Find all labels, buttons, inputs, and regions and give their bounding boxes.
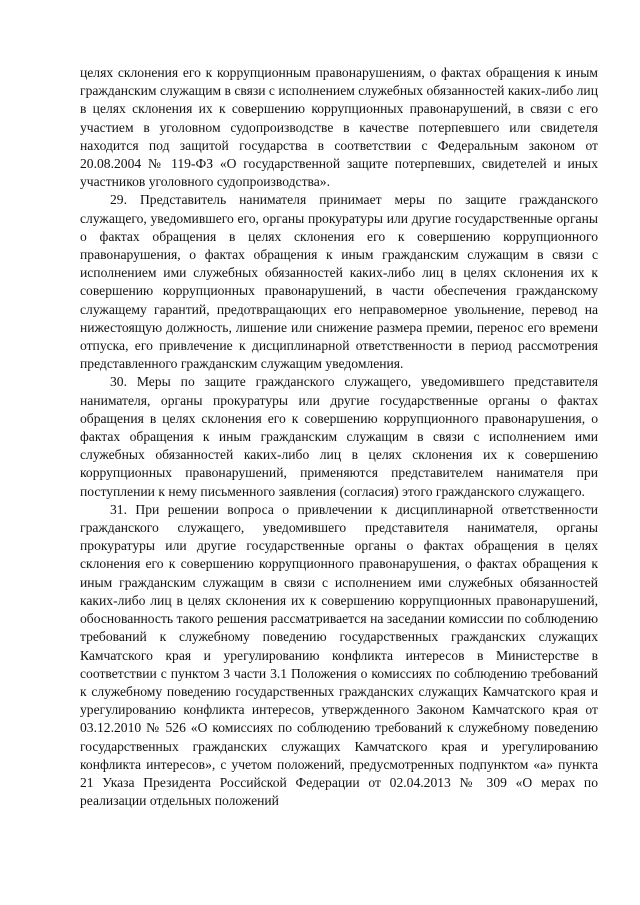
paragraph-30: 30. Меры по защите гражданского служащего, уведомившего представителя нанимателя, органы прокуратуры или другие государственные органы о фактах обращения в целях склонения его к совершению коррупционного правонарушения, о фактах обращения к иным гражданским служащим в связи с исполнением ими служебных обязанностей каких-либо лиц в целях склонения их к совершению коррупционных правонарушений, применяются представителем нанимателя при поступлении к нему письменного заявления (согласия) этого гражданского служащего. — [80, 374, 598, 499]
paragraph-29: 29. Представитель нанимателя принимает меры по защите гражданского служащего, уведомившего его, органы прокуратуры или другие государственные органы о фактах обращения в целях склонения его к совершению коррупционного правонарушения, о фактах обращения к иным гражданским служащим в связи с исполнением ими служебных обязанностей каких-либо лиц в целях склонения их к совершению коррупционных правонарушений, в части обеспечения гражданскому служащему гарантий, предотвращающих его неправомерное увольнение, перевод на нижестоящую должность, лишение или снижение размера премии, перенос его времени отпуска, его привлечение к дисциплинарной ответственности в период рассмотрения представленного гражданским служащим уведомления. — [80, 192, 598, 372]
document-page — [80, 64, 598, 810]
paragraph-31: 31. При решении вопроса о привлечении к дисциплинарной ответственности гражданского служащего, уведомившего представителя нанимателя, органы прокуратуры или другие государственные органы о фактах обращения в целях склонения его к совершению коррупционного правонарушения, о фактах обращения к иным гражданским служащим в связи с исполнением ими служебных обязанностей каких-либо лиц в целях склонения их к совершению коррупционных правонарушений, обоснованность такого решения рассматривается на заседании комиссии по соблюдению требований к служебному поведению государственных гражданских служащих Камчатского края и урегулированию конфликта интересов в Министерстве в соответствии с пунктом 3 части 3.1 Положения о комиссиях по соблюдению требований к служебному поведению государственных гражданских служащих Камчатского края и урегулированию конфликта интересов, утвержденного Законом Камчатского края от 03.12.2010 № 526 «О комиссиях по соблюдению требований к служебному поведению государственных гражданских служащих Камчатского края и урегулированию конфликта интересов», с учетом положений, предусмотренных подпунктом «а» пункта 21 Указа Президента Российской Федерации от 02.04.2013 № 309 «О мерах по реализации отдельных положений — [80, 501, 598, 809]
paragraph-continuation: целях склонения его к коррупционным правонарушениям, о фактах обращения к иным гражданским служащим в связи с исполнением служебных обязанностей каких-либо лиц в целях склонения их к совершению коррупционных правонарушений, в связи с его участием в уголовном судопроизводстве в качестве потерпевшего или свидетеля находится под защитой государства в соответствии с Федеральным законом от 20.08.2004 № 119-ФЗ «О государственной защите потерпевших, свидетелей и иных участников уголовного судопроизводства». — [80, 65, 598, 190]
